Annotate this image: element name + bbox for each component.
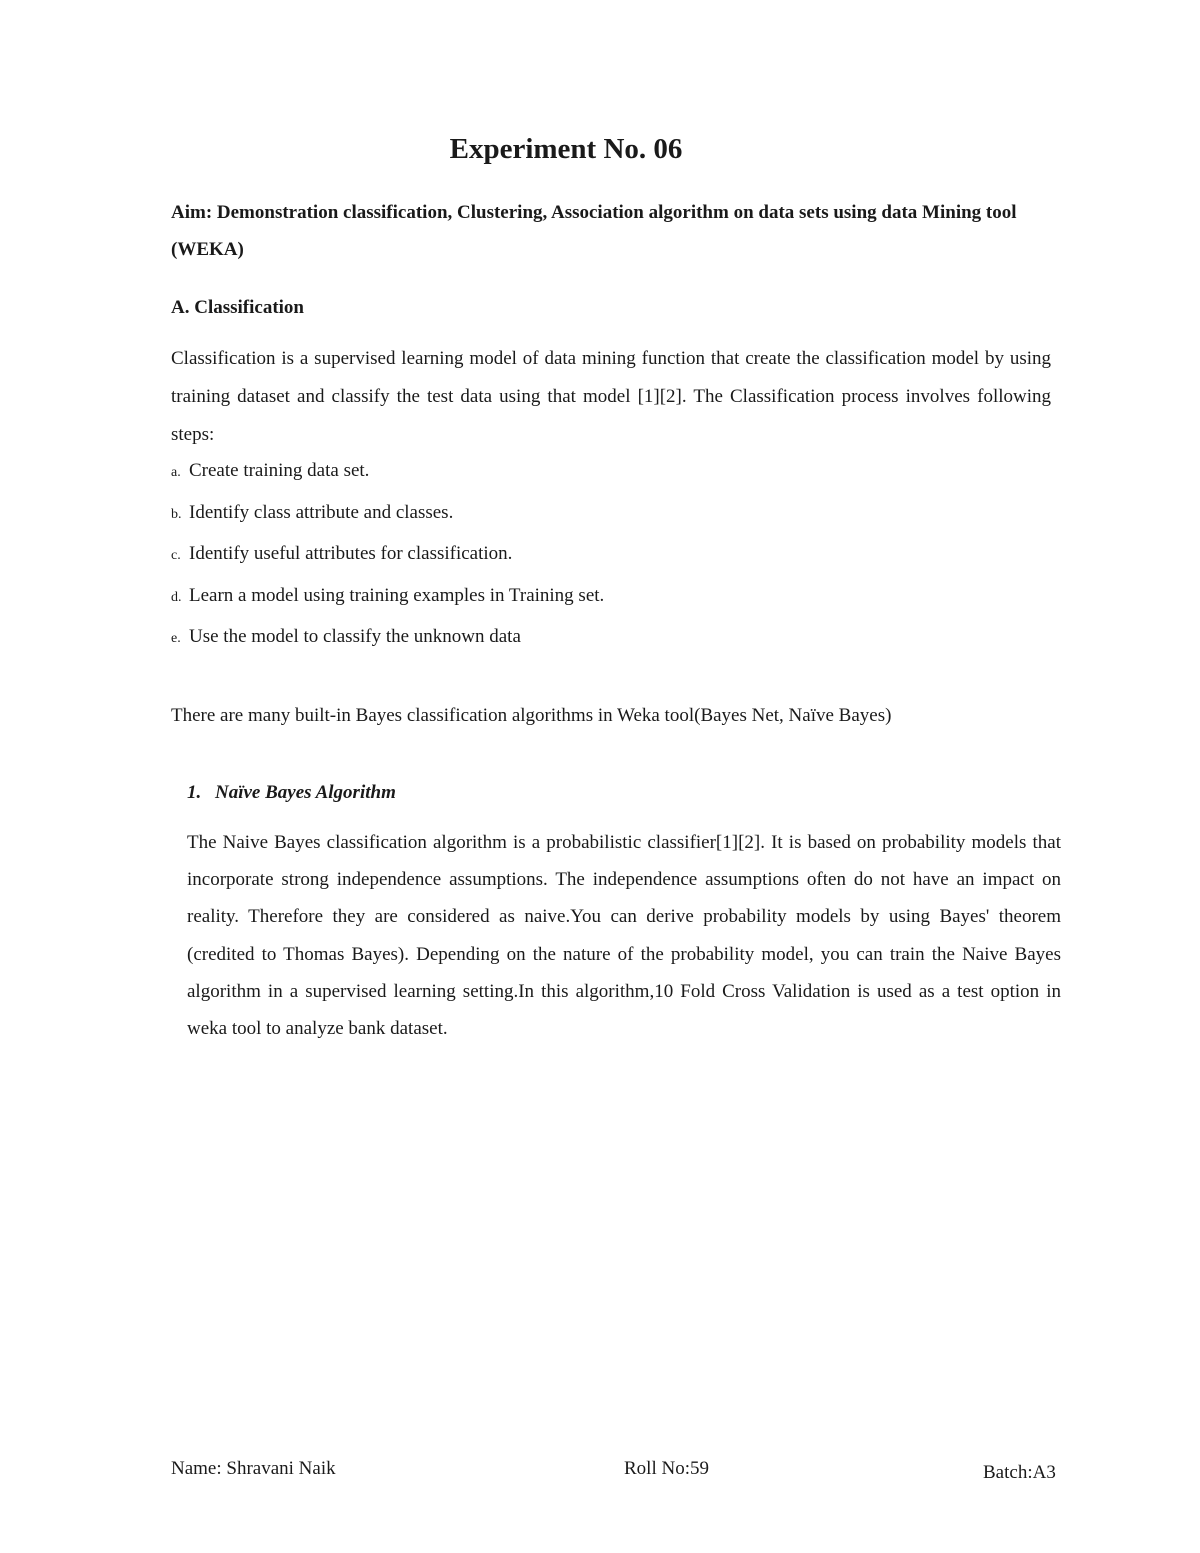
footer-roll-number: Roll No:59 bbox=[624, 1458, 709, 1479]
footer-batch: Batch:A3 bbox=[983, 1462, 1056, 1483]
subsection-number: 1. bbox=[187, 782, 202, 803]
footer-name: Name: Shravani Naik bbox=[171, 1458, 336, 1479]
list-item-text: Identify useful attributes for classification. bbox=[189, 543, 513, 564]
list-item-text: Use the model to classify the unknown data bbox=[189, 626, 521, 647]
page-title: Experiment No. 06 bbox=[449, 133, 683, 165]
list-item bbox=[171, 581, 604, 623]
list-marker: d. bbox=[171, 589, 182, 605]
list-item-text: Create training data set. bbox=[189, 460, 370, 481]
subsection-heading-naive-bayes bbox=[187, 782, 396, 804]
list-marker: b. bbox=[171, 506, 182, 522]
subsection-title: Naïve Bayes Algorithm bbox=[215, 782, 396, 803]
page-footer bbox=[0, 1458, 1200, 1490]
list-marker: c. bbox=[171, 548, 181, 563]
classification-intro-paragraph: Classification is a supervised learning model of data mining function that create the classification model by using training dataset and classify the test data using that model [1][2]. The Classification process involves following steps: bbox=[171, 348, 1051, 445]
list-item-text: Identify class attribute and classes. bbox=[189, 501, 454, 523]
list-item bbox=[171, 456, 604, 498]
aim-statement: Aim: Demonstration classification, Clustering, Association algorithm on data sets using data Mining tool (WEKA) bbox=[171, 202, 1017, 260]
list-marker: a. bbox=[171, 465, 181, 480]
list-item bbox=[171, 498, 604, 540]
section-heading-classification: A. Classification bbox=[171, 297, 304, 318]
classification-steps-list bbox=[171, 456, 604, 664]
list-item-text: Learn a model using training examples in Training set. bbox=[189, 584, 605, 606]
naive-bayes-paragraph: The Naive Bayes classification algorithm is a probabilistic classifier[1][2]. It is based on probability models that incorporate strong independence assumptions. The independence assumptions often do not have an impact on reality. Therefore they are considered as naive.You can derive probability models by using Bayes' theorem (credited to Thomas Bayes). Depending on the nature of the probability model, you can train the Naive Bayes algorithm in a supervised learning setting.In this algorithm,10 Fold Cross Validation is used as a test option in weka tool to analyze bank dataset. bbox=[187, 832, 1061, 1040]
list-item bbox=[171, 539, 604, 581]
list-item bbox=[171, 622, 604, 664]
list-marker: e. bbox=[171, 631, 181, 646]
builtin-algorithms-note: There are many built-in Bayes classification algorithms in Weka tool(Bayes Net, Naïve Bayes) bbox=[171, 705, 892, 726]
